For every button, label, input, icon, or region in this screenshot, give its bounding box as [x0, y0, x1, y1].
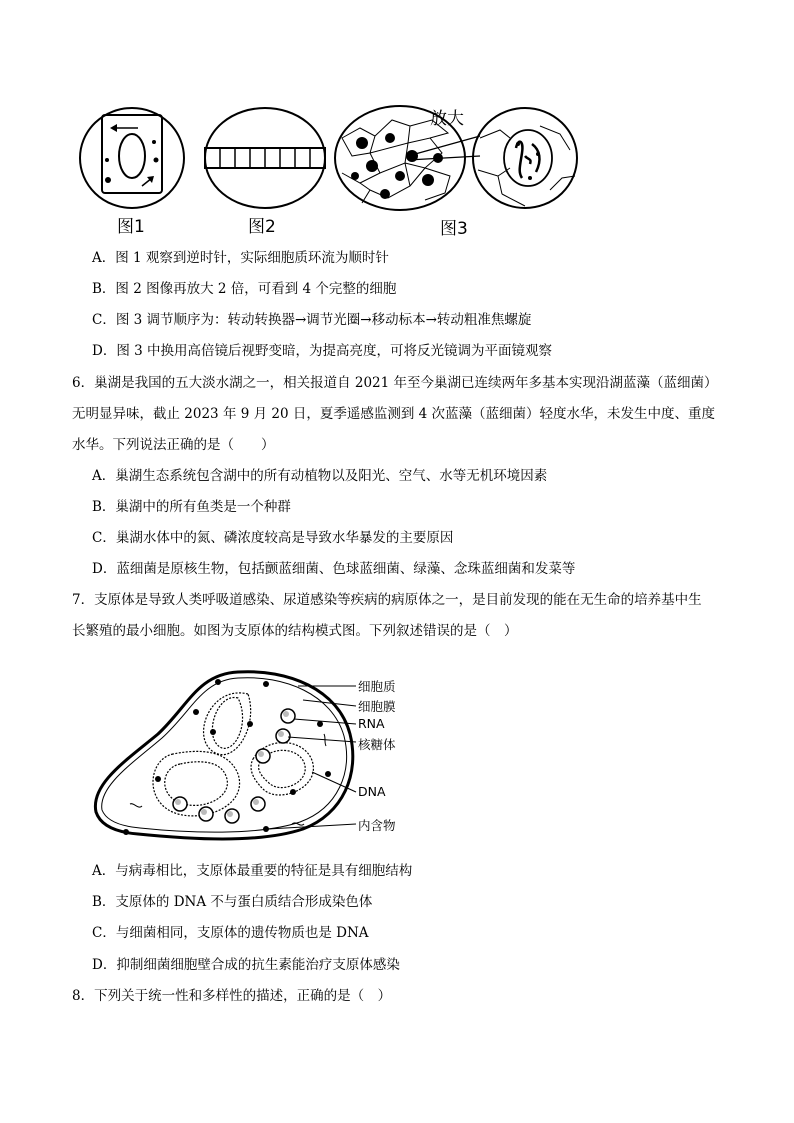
q5-option-c: C．图 3 调节顺序为：转动转换器→调节光圈→移动标本→转动粗准焦螺旋	[92, 312, 532, 328]
label-rna: RNA	[358, 716, 385, 731]
q6-stem-line-1: 6．巢湖是我国的五大淡水湖之一，相关报道自 2021 年至今巢湖已连续两年多基本实现沿湖蓝藻（蓝细菌）	[72, 375, 718, 391]
q7-option-a: A．与病毒相比，支原体最重要的特征是具有细胞结构	[92, 863, 413, 879]
q5-option-b: B．图 2 图像再放大 2 倍，可看到 4 个完整的细胞	[92, 281, 397, 297]
label-cell-membrane: 细胞膜	[358, 699, 396, 714]
caption-figure-1: 图1	[117, 217, 145, 237]
q6-stem-line-3: 水华。下列说法正确的是（ ）	[72, 437, 275, 453]
q6-stem-line-2: 无明显异味，截止 2023 年 9 月 20 日，夏季遥感监测到 4 次蓝藻（蓝细菌）轻度水华，未发生中度、重度	[72, 406, 716, 422]
q7-stem-line-2: 长繁殖的最小细胞。如图为支原体的结构模式图。下列叙述错误的是（ ）	[72, 623, 518, 639]
label-inclusion: 内含物	[358, 818, 396, 833]
label-ribosome: 核糖体	[358, 737, 396, 752]
q5-option-a: A．图 1 观察到逆时针，实际细胞质环流为顺时针	[92, 250, 389, 266]
q6-option-b: B．巢湖中的所有鱼类是一个种群	[92, 499, 291, 515]
q7-option-b: B．支原体的 DNA 不与蛋白质结合形成染色体	[92, 894, 373, 910]
q8-stem: 8．下列关于统一性和多样性的描述，正确的是（ ）	[72, 988, 392, 1004]
figure-1-drawing	[80, 108, 184, 208]
zoom-line-bottom	[408, 156, 480, 160]
q7-stem-line-1: 7．支原体是导致人类呼吸道感染、尿道感染等疾病的病原体之一，是目前发现的能在无生命的培养基中生	[72, 592, 702, 608]
figure-3-high-power	[473, 108, 577, 208]
zoom-line-top	[408, 136, 480, 156]
q5-option-d: D．图 3 中换用高倍镜后视野变暗，为提高亮度，可将反光镜调为平面镜观察	[92, 343, 552, 359]
q6-option-c: C．巢湖水体中的氮、磷浓度较高是导致水华暴发的主要原因	[92, 530, 454, 546]
q6-option-a: A．巢湖生态系统包含湖中的所有动植物以及阳光、空气、水等无机环境因素	[92, 468, 548, 484]
q6-option-d: D．蓝细菌是原核生物，包括颤蓝细菌、色球蓝细菌、绿藻、念珠蓝细菌和发菜等	[92, 561, 576, 577]
caption-figure-3: 图3	[440, 219, 468, 239]
q7-option-d: D．抑制细菌细胞壁合成的抗生素能治疗支原体感染	[92, 957, 400, 973]
microscope-figure	[70, 98, 590, 243]
q7-option-c: C．与细菌相同，支原体的遗传物质也是 DNA	[92, 925, 369, 941]
figure-2-drawing	[205, 108, 325, 208]
label-cytoplasm: 细胞质	[358, 679, 396, 694]
zoom-label: 放大	[430, 109, 464, 129]
caption-figure-2: 图2	[248, 217, 276, 237]
label-dna: DNA	[358, 784, 386, 799]
